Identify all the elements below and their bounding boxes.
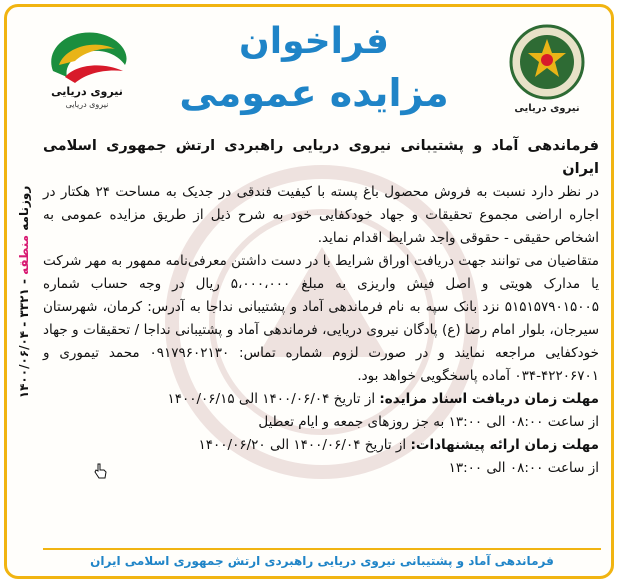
paragraph-details: متقاضیان می توانند جهت دریافت اوراق شرایط با در دست داشتن معرفی‌نامه ممهور به مهر شرکت یا مدارک هویتی و اصل فیش واریزی به مبلغ ۵،۰۰۰،۰۰۰ ریال در وجه حساب شماره ۵۱۵۱۵۷۹۰۱۵۰۰۵ نزد بانک سپه به نام فرماندهی آماد و پشتیبانی نداجا به آدرس: کرمان، شهرستان سیرجان، بلوار امام رضا (ع) پادگان نیروی دریایی، فرماندهی آماد و پشتیبانی نداجا / تحقیقات و جهاد خودکفایی مراجعه نمایند و در صورت لزوم شماره تماس: ۰۹۱۷۹۶۰۲۱۳۰ محمد تیموری و ۴۲۲۰۶۷۰۱-۰۳۴ آماده پاسخگویی خواهد بود. <box>43 253 599 384</box>
deadline-proposals-hours: از ساعت ۰۸:۰۰ الی ۱۳:۰۰ <box>448 460 599 476</box>
deadline-proposals-dates: از تاریخ ۱۴۰۰/۰۶/۰۴ الی ۱۴۰۰/۰۶/۲۰ <box>198 437 411 453</box>
deadline-documents-dates: از تاریخ ۱۴۰۰/۰۶/۰۴ الی ۱۴۰۰/۰۶/۱۵ <box>167 391 380 407</box>
logo-left-subtitle: نیروی دریایی <box>65 100 109 109</box>
newspaper-issue: - ۳۳۲۱ - ۱۴۰۰/۰۶/۰۴ <box>17 274 32 398</box>
deadline-proposals <box>43 434 599 457</box>
deadline-documents-hours: از ساعت ۰۸:۰۰ الی ۱۳:۰۰ به جز روزهای جمعه و ایام تعطیل <box>258 414 599 430</box>
advertisement-frame <box>4 4 614 579</box>
hand-cursor-icon <box>93 463 107 479</box>
footer-text: فرماندهی آماد و پشتیبانی نیروی دریایی راهبردی ارتش جمهوری اسلامی ایران <box>90 554 554 568</box>
paragraph-intro: در نظر دارد نسبت به فروش محصول باغ پسته با کیفیت فندقی در جدیک به مساحت ۲۴ هکتار در اجاره اراضی مجموع تحقیقات و جهاد خودکفایی خود به شرح ذیل از طریق مزایده عمومی به اشخاص حقیقی - حقوقی واجد شرایط اقدام نماید. <box>43 184 599 246</box>
headline: فرماندهی آماد و پشتیبانی نیروی دریایی راهبردی ارتش جمهوری اسلامی ایران <box>43 138 599 177</box>
announcement-body <box>43 135 599 480</box>
army-logo-right <box>501 23 593 121</box>
newspaper-brand: منطقه <box>17 234 32 275</box>
newspaper-prefix: روزنامه <box>17 185 32 235</box>
deadline-proposals-label: مهلت زمان ارائه پیشنهادات: <box>410 437 599 453</box>
footer <box>43 548 601 572</box>
page-title: فراخوان <box>239 21 389 62</box>
navy-emblem-icon <box>35 21 139 111</box>
navy-logo-left <box>35 21 139 111</box>
page-subtitle: مزایده عمومی <box>179 71 449 115</box>
deadline-documents <box>43 388 599 411</box>
logo-left-name: نیروی دریایی <box>51 85 123 98</box>
army-emblem-icon <box>508 23 586 101</box>
logo-caption: نیروی دریایی <box>514 103 580 114</box>
title-block <box>157 17 471 127</box>
deadline-documents-label: مهلت زمان دریافت اسناد مزایده: <box>379 391 599 407</box>
newspaper-stamp <box>17 185 31 397</box>
